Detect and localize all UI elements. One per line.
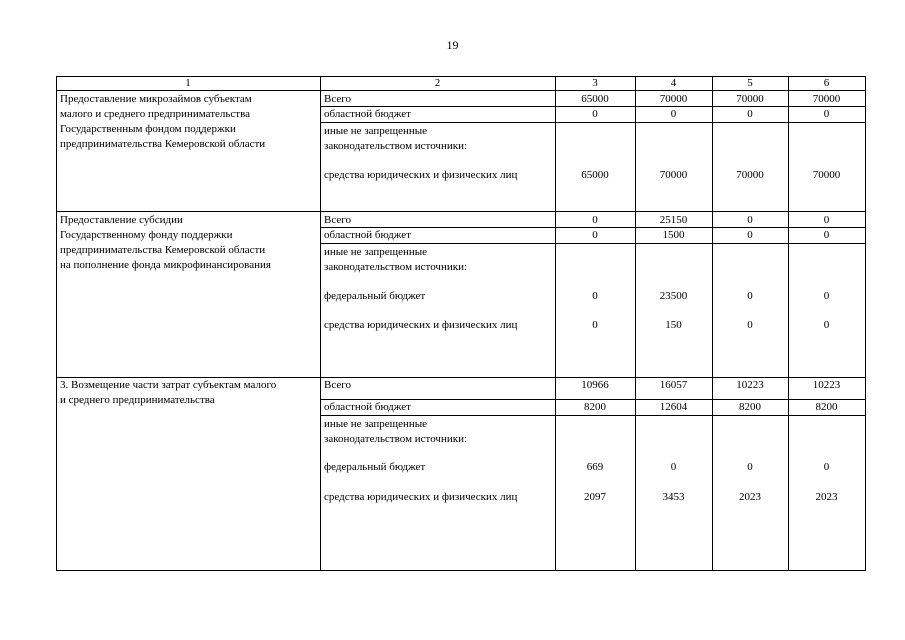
value-cell: 0	[670, 461, 677, 473]
table-border	[865, 76, 866, 571]
value-cell: 0	[823, 461, 830, 473]
section-title-line: на пополнение фонда микрофинансирования	[60, 259, 271, 271]
value-cell: 65000	[581, 169, 609, 181]
value-cell: 70000	[659, 169, 688, 181]
table-border	[56, 76, 57, 571]
page-number: 19	[446, 38, 459, 52]
value-cell: 10223	[736, 379, 764, 391]
value-cell: 0	[747, 214, 753, 226]
section-title-line: Государственному фонду поддержки	[60, 229, 233, 241]
column-header: 6	[823, 77, 830, 89]
section-title-line: и среднего предпринимательства	[60, 394, 215, 406]
value-cell: 2023	[739, 491, 761, 503]
row-label: областной бюджет	[324, 401, 411, 413]
value-cell: 16057	[659, 379, 688, 391]
row-divider	[320, 122, 866, 123]
section-title-line: 3. Возмещение части затрат субъектам малого	[60, 379, 277, 391]
row-label: средства юридических и физических лиц	[324, 491, 518, 503]
value-cell: 0	[823, 108, 830, 120]
value-cell: 12604	[659, 401, 688, 413]
row-label: законодательством источники:	[324, 433, 468, 445]
section-title-line: малого и среднего предпринимательства	[60, 108, 251, 120]
value-cell: 65000	[581, 93, 609, 105]
row-divider	[56, 90, 866, 91]
value-cell: 0	[747, 108, 753, 120]
value-cell: 0	[747, 290, 753, 302]
value-cell: 23500	[659, 290, 688, 302]
row-label: средства юридических и физических лиц	[324, 169, 518, 181]
value-cell: 70000	[659, 93, 688, 105]
row-label: законодательством источники:	[324, 261, 468, 273]
value-cell: 1500	[662, 229, 685, 241]
section-title-line: Предоставление субсидии	[60, 214, 183, 226]
value-cell: 0	[747, 319, 753, 331]
row-label: федеральный бюджет	[324, 461, 426, 473]
row-label: законодательством источники:	[324, 140, 468, 152]
value-cell: 0	[823, 214, 830, 226]
value-cell: 8200	[739, 401, 761, 413]
section-title-line: предпринимательства Кемеровской области	[60, 138, 266, 150]
row-label: иные не запрещенные	[324, 125, 428, 137]
value-cell: 70000	[812, 93, 841, 105]
value-cell: 70000	[736, 169, 764, 181]
value-cell: 8200	[815, 401, 838, 413]
value-cell: 0	[823, 319, 830, 331]
value-cell: 0	[592, 319, 598, 331]
row-label: областной бюджет	[324, 108, 411, 120]
value-cell: 10223	[812, 379, 841, 391]
row-label: иные не запрещенные	[324, 246, 428, 258]
value-cell: 2023	[815, 491, 838, 503]
value-cell: 0	[747, 229, 753, 241]
row-divider	[320, 243, 866, 244]
value-cell: 2097	[584, 491, 606, 503]
row-divider	[320, 415, 866, 416]
table-border	[56, 570, 866, 571]
value-cell: 0	[823, 229, 830, 241]
column-header: 3	[592, 77, 598, 89]
value-cell: 0	[823, 290, 830, 302]
column-header: 4	[670, 77, 677, 89]
column-header: 2	[434, 77, 441, 89]
budget-table	[56, 76, 866, 571]
row-label: Всего	[324, 93, 351, 105]
value-cell: 0	[747, 461, 753, 473]
value-cell: 10966	[581, 379, 609, 391]
value-cell: 25150	[659, 214, 688, 226]
value-cell: 150	[665, 319, 682, 331]
section-title-line: Предоставление микрозаймов субъектам	[60, 93, 252, 105]
row-label: средства юридических и физических лиц	[324, 319, 518, 331]
row-label: иные не запрещенные	[324, 418, 428, 430]
row-divider	[56, 211, 866, 212]
value-cell: 8200	[584, 401, 606, 413]
row-label: федеральный бюджет	[324, 290, 426, 302]
value-cell: 0	[670, 108, 677, 120]
value-cell: 70000	[736, 93, 764, 105]
section-title-line: Государственным фондом поддержки	[60, 123, 236, 135]
row-label: Всего	[324, 214, 351, 226]
value-cell: 0	[592, 214, 598, 226]
value-cell: 0	[592, 108, 598, 120]
value-cell: 0	[592, 290, 598, 302]
row-label: областной бюджет	[324, 229, 411, 241]
column-divider	[320, 76, 321, 571]
section-title-line: предпринимательства Кемеровской области	[60, 244, 266, 256]
value-cell: 3453	[662, 491, 685, 503]
row-label: Всего	[324, 379, 351, 391]
value-cell: 0	[592, 229, 598, 241]
value-cell: 70000	[812, 169, 841, 181]
value-cell: 669	[586, 461, 604, 473]
column-header: 5	[747, 77, 753, 89]
column-header: 1	[185, 77, 191, 89]
